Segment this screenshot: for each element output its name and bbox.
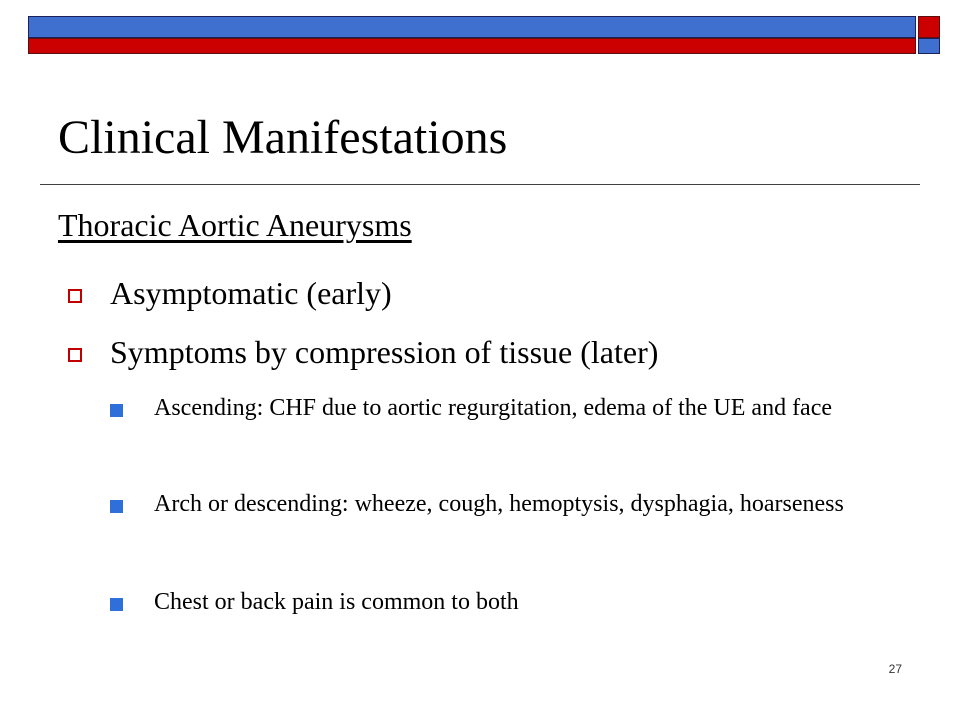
section-subtitle: Thoracic Aortic Aneurysms: [58, 207, 412, 243]
top-blue-bar: [28, 16, 916, 38]
hollow-square-bullet-icon: [68, 289, 82, 303]
slide-title: Clinical Manifestations: [58, 111, 508, 164]
sub-bullet-text: Chest or back pain is common to both: [154, 589, 519, 615]
bullet-text: Symptoms by compression of tissue (later): [110, 334, 659, 370]
solid-square-bullet-icon: [110, 598, 123, 611]
hollow-square-bullet-icon: [68, 348, 82, 362]
solid-square-bullet-icon: [110, 404, 123, 417]
solid-square-bullet-icon: [110, 500, 123, 513]
corner-red-square: [918, 16, 940, 38]
title-divider: [40, 184, 920, 185]
corner-blue-square: [918, 38, 940, 54]
sub-bullet-text: Ascending: CHF due to aortic regurgitation, edema of the UE and face: [154, 395, 833, 421]
bullet-text: Asymptomatic (early): [110, 275, 392, 311]
sub-bullet-text: Arch or descending: wheeze, cough, hemoptysis, dysphagia, hoarseness: [154, 491, 844, 517]
page-number: 27: [888, 662, 902, 676]
top-red-bar: [28, 38, 916, 54]
